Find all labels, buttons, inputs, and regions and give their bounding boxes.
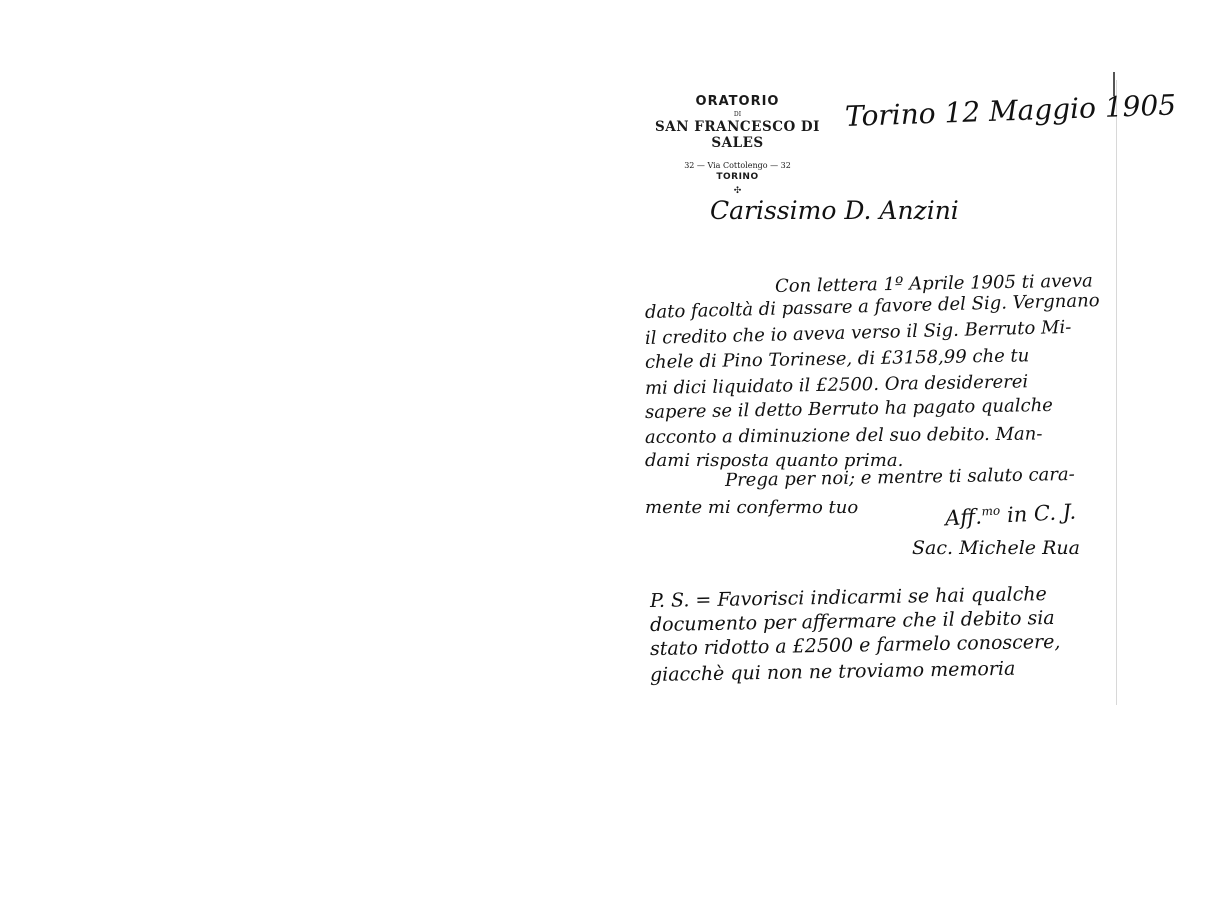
letterhead-city: TORINO — [716, 172, 759, 182]
postscript-line: stato ridotto a £2500 e farmelo conoscere, — [649, 630, 1061, 660]
body-line: dami risposta quanto prima. — [645, 450, 904, 471]
signature: Sac. Michele Rua — [912, 537, 1080, 559]
body-line: il credito che io aveva verso il Sig. Berruto Mi- — [644, 316, 1072, 349]
ornament-icon: ✣ — [733, 186, 742, 196]
scan-edge-line — [1116, 80, 1117, 705]
postscript-line: P. S. = Favorisci indicarmi se hai qualche — [649, 583, 1047, 612]
body-line: dato facoltà di passare a favore del Sig. Vergnano — [644, 290, 1100, 323]
body-line: mi dici liquidato il £2500. Ora desidererei — [644, 371, 1029, 399]
letterhead-di: DI — [733, 111, 742, 118]
closing-prefix: Aff. — [944, 504, 983, 531]
body-line: acconto a diminuzione del suo debito. Man- — [644, 423, 1043, 448]
body-line: sapere se il detto Berruto ha pagato qualche — [644, 394, 1054, 423]
body-line: mente mi confermo tuo — [645, 497, 859, 518]
closing-superscript: mo — [981, 503, 1001, 519]
letterhead-name: SAN FRANCESCO DI SALES — [655, 119, 820, 151]
body-line: Prega per noi; e mentre ti saluto cara- — [724, 463, 1075, 491]
salutation: Carissimo D. Anzini — [710, 196, 959, 225]
letterhead-organization: ORATORIO — [695, 94, 780, 109]
postscript-line: documento per affermare che il debito sia — [649, 606, 1055, 636]
postscript-line: giacchè qui non ne troviamo memoria — [649, 657, 1016, 686]
body-line: chele di Pino Torinese, di £3158,99 che tu — [644, 345, 1030, 373]
letterhead — [650, 94, 825, 196]
body-line: Con lettera 1º Aprile 1905 ti aveva — [774, 270, 1093, 297]
letterhead-address: 32 — Via Cottolengo — 32 — [684, 161, 791, 170]
letter-date: Torino 12 Maggio 1905 — [844, 88, 1177, 133]
closing-suffix: in C. J. — [999, 499, 1077, 528]
